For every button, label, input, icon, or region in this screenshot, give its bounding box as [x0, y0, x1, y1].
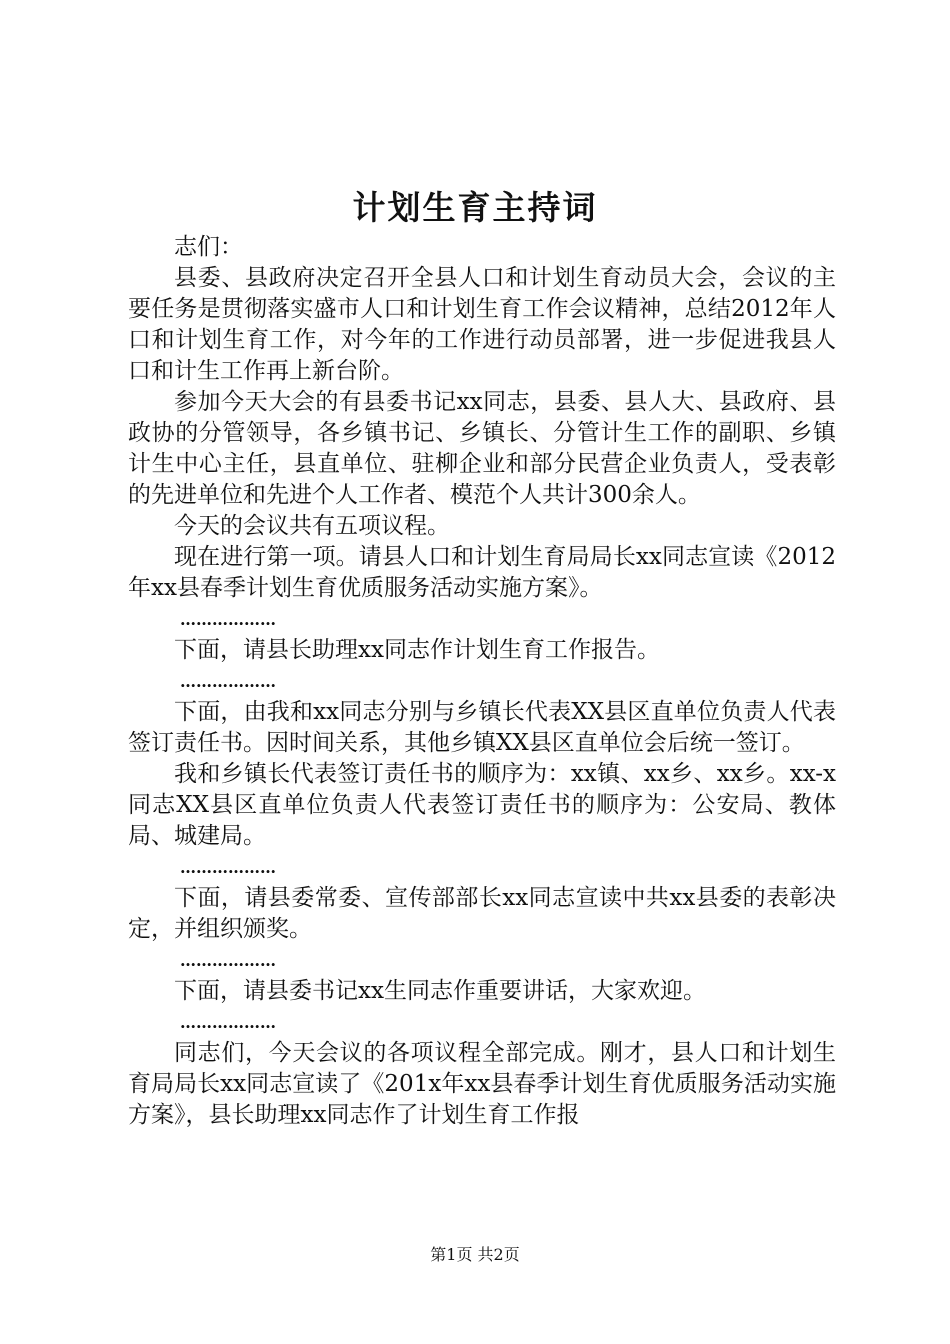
paragraph-agenda-item-5: 下面，请县委书记xx生同志作重要讲话，大家欢迎。	[174, 978, 706, 1004]
paragraph-agenda-count: 今天的会议共有五项议程。	[174, 513, 450, 539]
paragraph-signing-order: 我和乡镇长代表签订责任书的顺序为：xx镇、xx乡、xx乡。xx-x同志XX县区直单位负责人代表签订责任书的顺序为：公安局、教体局、城建局。	[128, 761, 836, 849]
ellipsis-separator: ………………	[180, 672, 276, 691]
paragraph-summary: 同志们，今天会议的各项议程全部完成。刚才，县人口和计划生育局局长xx同志宣读了《201x年xx县春季计划生育优质服务活动实施方案》，县长助理xx同志作了计划生育工作报	[128, 1040, 836, 1128]
paragraph-agenda-item-3: 下面，由我和xx同志分别与乡镇长代表XX县区直单位负责人代表签订责任书。因时间关系，其他乡镇XX县区直单位会后统一签订。	[128, 699, 836, 756]
paragraph-meeting-purpose: 县委、县政府决定召开全县人口和计划生育动员大会，会议的主要任务是贯彻落实盛市人口和计划生育工作会议精神，总结2012年人口和计划生育工作，对今年的工作进行动员部署，进一步促进我县人口和计生工作再上新台阶。	[128, 265, 836, 384]
paragraph-agenda-item-2: 下面，请县长助理xx同志作计划生育工作报告。	[174, 637, 660, 663]
paragraph-attendees: 参加今天大会的有县委书记xx同志，县委、县人大、县政府、县政协的分管领导，各乡镇书记、乡镇长、分管计生工作的副职、乡镇计生中心主任，县直单位、驻柳企业和部分民营企业负责人，受表彰的先进单位和先进个人工作者、模范个人共计300余人。	[128, 389, 836, 508]
salutation: 志们：	[174, 234, 243, 260]
paragraph-agenda-item-4: 下面，请县委常委、宣传部部长xx同志宣读中共xx县委的表彰决定，并组织颁奖。	[128, 885, 836, 942]
document-body	[128, 232, 836, 1131]
ellipsis-separator: ………………	[180, 1013, 276, 1032]
ellipsis-separator: ………………	[180, 951, 276, 970]
ellipsis-separator: ………………	[180, 858, 276, 877]
page-number-footer: 第1页 共2页	[430, 1245, 520, 1264]
document-title: 计划生育主持词	[352, 188, 598, 227]
ellipsis-separator: ………………	[180, 610, 276, 629]
paragraph-agenda-item-1: 现在进行第一项。请县人口和计划生育局局长xx同志宣读《2012年xx县春季计划生育优质服务活动实施方案》。	[128, 544, 836, 601]
